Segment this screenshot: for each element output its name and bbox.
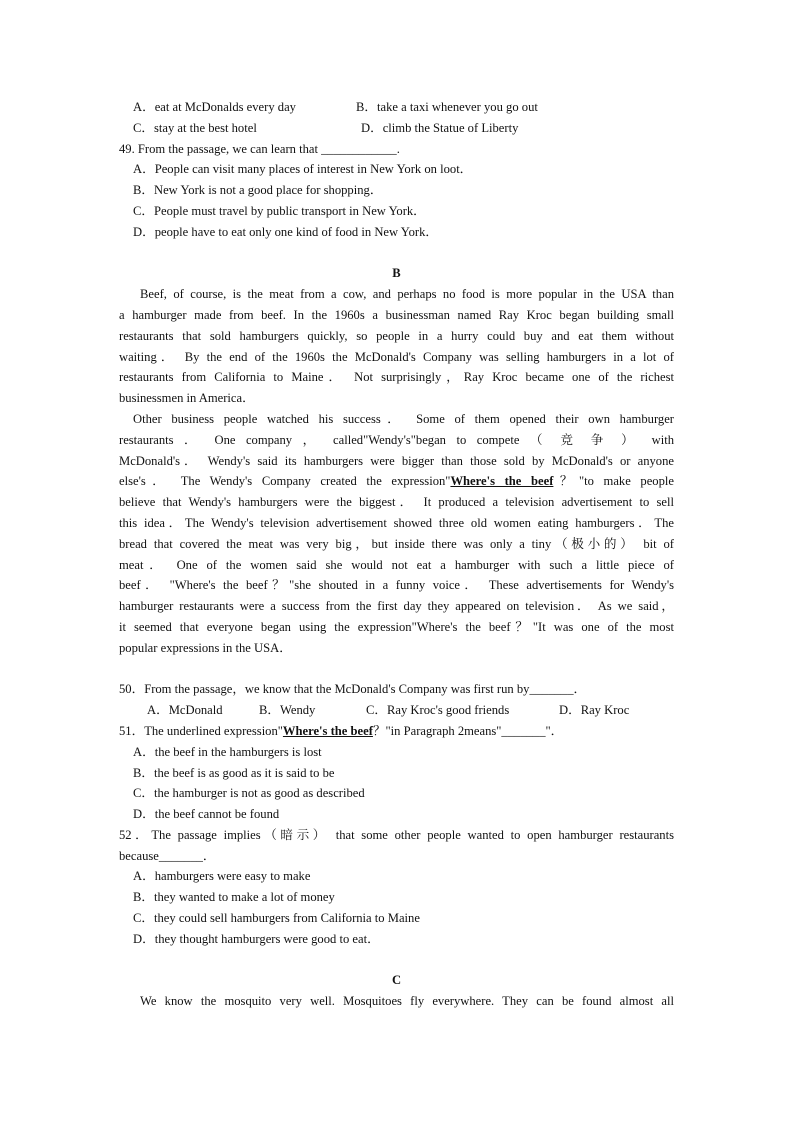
text-segment: D．people have to eat only one kind of food in New York． xyxy=(133,224,438,239)
text-segment: Other business people watched his success． Some of them opened their own hamburger xyxy=(133,411,674,426)
text-segment: hamburger restaurants were a success from the first day they appeared on television． As we said， xyxy=(119,599,674,614)
text-segment: restaurants that sold hamburgers quickly, so people in a hurry could buy and eat them without xyxy=(119,328,674,343)
answer-option: D．Ray Kroc xyxy=(559,703,630,718)
text-segment: 51．The underlined expression" xyxy=(119,723,283,738)
text-segment: B．New York is not a good place for shopping． xyxy=(133,183,383,198)
text-line xyxy=(119,846,674,867)
text-segment: C．they could sell hamburgers from California to Maine xyxy=(133,911,420,926)
answer-options-row xyxy=(119,700,674,721)
text-line xyxy=(119,388,674,409)
underlined-expression: Where's the beef xyxy=(450,474,554,489)
text-segment: 50．From the passage，we know that the McDonald's Company was first run by_______． xyxy=(119,682,587,697)
text-line xyxy=(119,721,674,742)
text-segment: waiting． By the end of the 1960s the McDonald's Company was selling hamburgers in a lot of xyxy=(119,349,674,364)
text-segment: beef． "Where's the beef？"she shouted in a funny voice． These advertisements for Wendy's xyxy=(119,578,674,593)
text-line xyxy=(119,305,674,326)
exam-document xyxy=(119,97,674,1012)
text-segment: D．they thought hamburgers were good to eat． xyxy=(133,931,380,946)
answer-options-row xyxy=(119,118,674,139)
answer-option xyxy=(119,866,674,887)
blank-line xyxy=(119,659,674,680)
answer-option: C．Ray Kroc's good friends xyxy=(366,703,510,718)
text-segment: D．the beef cannot be found xyxy=(133,807,280,822)
section-heading xyxy=(119,263,674,284)
text-segment: else's． The Wendy's Company created the expression" xyxy=(119,474,451,489)
text-segment: a hamburger made from beef. In the 1960s a businessman named Ray Kroc began building small xyxy=(119,307,674,322)
text-line xyxy=(119,284,674,305)
answer-option xyxy=(119,742,674,763)
answer-option: A．McDonald xyxy=(147,703,223,718)
text-line xyxy=(119,326,674,347)
section-heading xyxy=(119,970,674,991)
text-segment: restaurants from California to Maine． Not surprisingly，Ray Kroc became one of the richest xyxy=(119,370,674,385)
text-line xyxy=(119,534,674,555)
text-segment: Beef, of course, is the meat from a cow, and perhaps no food is more popular in the USA than xyxy=(140,287,674,302)
text-segment: ？"to make people xyxy=(553,474,674,489)
blank-line xyxy=(119,243,674,264)
text-line xyxy=(119,991,674,1012)
text-line xyxy=(119,825,674,846)
answer-option xyxy=(119,783,674,804)
text-segment: businessmen in America． xyxy=(119,391,255,406)
text-line xyxy=(119,471,674,492)
text-segment: 52．The passage implies（暗示） that some other people wanted to open hamburger restaurants xyxy=(119,827,674,842)
answer-option xyxy=(119,929,674,950)
answer-option: B．Wendy xyxy=(259,703,316,718)
text-segment: B xyxy=(392,266,401,281)
text-segment: ？"in Paragraph 2means"_______"． xyxy=(372,723,564,738)
answer-options-row xyxy=(119,97,674,118)
text-line xyxy=(119,347,674,368)
answer-option xyxy=(119,201,674,222)
text-line xyxy=(119,451,674,472)
text-segment: A．the beef in the hamburgers is lost xyxy=(133,744,322,759)
text-segment: believe that Wendy's hamburgers were the biggest． It produced a television advertisement to sell xyxy=(119,495,674,510)
answer-option xyxy=(119,222,674,243)
text-line xyxy=(119,492,674,513)
answer-option xyxy=(119,887,674,908)
text-segment: C．People must travel by public transport in New York． xyxy=(133,203,426,218)
blank-line xyxy=(119,950,674,971)
text-line xyxy=(119,679,674,700)
text-segment: because_______． xyxy=(119,848,216,863)
text-segment: restaurants ． One company ， called"Wendy's"began to compete （ 竞 争 ） with xyxy=(119,432,674,447)
answer-option xyxy=(119,804,674,825)
text-line xyxy=(119,555,674,576)
text-line xyxy=(119,617,674,638)
answer-option: A．eat at McDonalds every day xyxy=(133,100,296,114)
text-segment: popular expressions in the USA． xyxy=(119,640,292,655)
text-line xyxy=(119,575,674,596)
text-segment: A．hamburgers were easy to make xyxy=(133,869,311,884)
text-segment: B．the beef is as good as it is said to be xyxy=(133,765,335,780)
answer-option: D．climb the Statue of Liberty xyxy=(361,120,519,135)
text-line xyxy=(119,430,674,451)
text-segment: A．People can visit many places of interest in New York on loot． xyxy=(133,162,473,177)
answer-option xyxy=(119,908,674,929)
text-segment: B．they wanted to make a lot of money xyxy=(133,890,335,905)
answer-option xyxy=(119,180,674,201)
text-segment: McDonald's． Wendy's said its hamburgers were bigger than those sold by McDonald's or anyone xyxy=(119,453,674,468)
text-segment: C xyxy=(391,973,402,988)
text-line xyxy=(119,139,674,160)
text-segment: C．the hamburger is not as good as described xyxy=(133,786,365,801)
text-line xyxy=(119,367,674,388)
text-segment: meat． One of the women said she would not eat a hamburger with such a little piece of xyxy=(119,557,674,572)
text-segment: 49. From the passage, we can learn that ____________. xyxy=(119,141,400,156)
underlined-expression: Where's the beef xyxy=(282,723,373,738)
text-segment: bread that covered the meat was very big，but inside there was only a tiny（极小的） bit of xyxy=(119,536,674,551)
answer-option xyxy=(119,159,674,180)
text-line xyxy=(119,409,674,430)
answer-option: B．take a taxi whenever you go out xyxy=(356,100,538,114)
answer-option xyxy=(119,763,674,784)
text-segment: this idea．The Wendy's television advertisement showed three old women eating hamburgers．The xyxy=(119,515,674,530)
text-line xyxy=(119,513,674,534)
text-line xyxy=(119,638,674,659)
text-line xyxy=(119,596,674,617)
answer-option: C．stay at the best hotel xyxy=(133,120,257,135)
text-segment: We know the mosquito very well. Mosquitoes fly everywhere. They can be found almost all xyxy=(140,994,674,1009)
text-segment: it seemed that everyone began using the expression"Where's the beef？"It was one of the most xyxy=(119,619,674,634)
